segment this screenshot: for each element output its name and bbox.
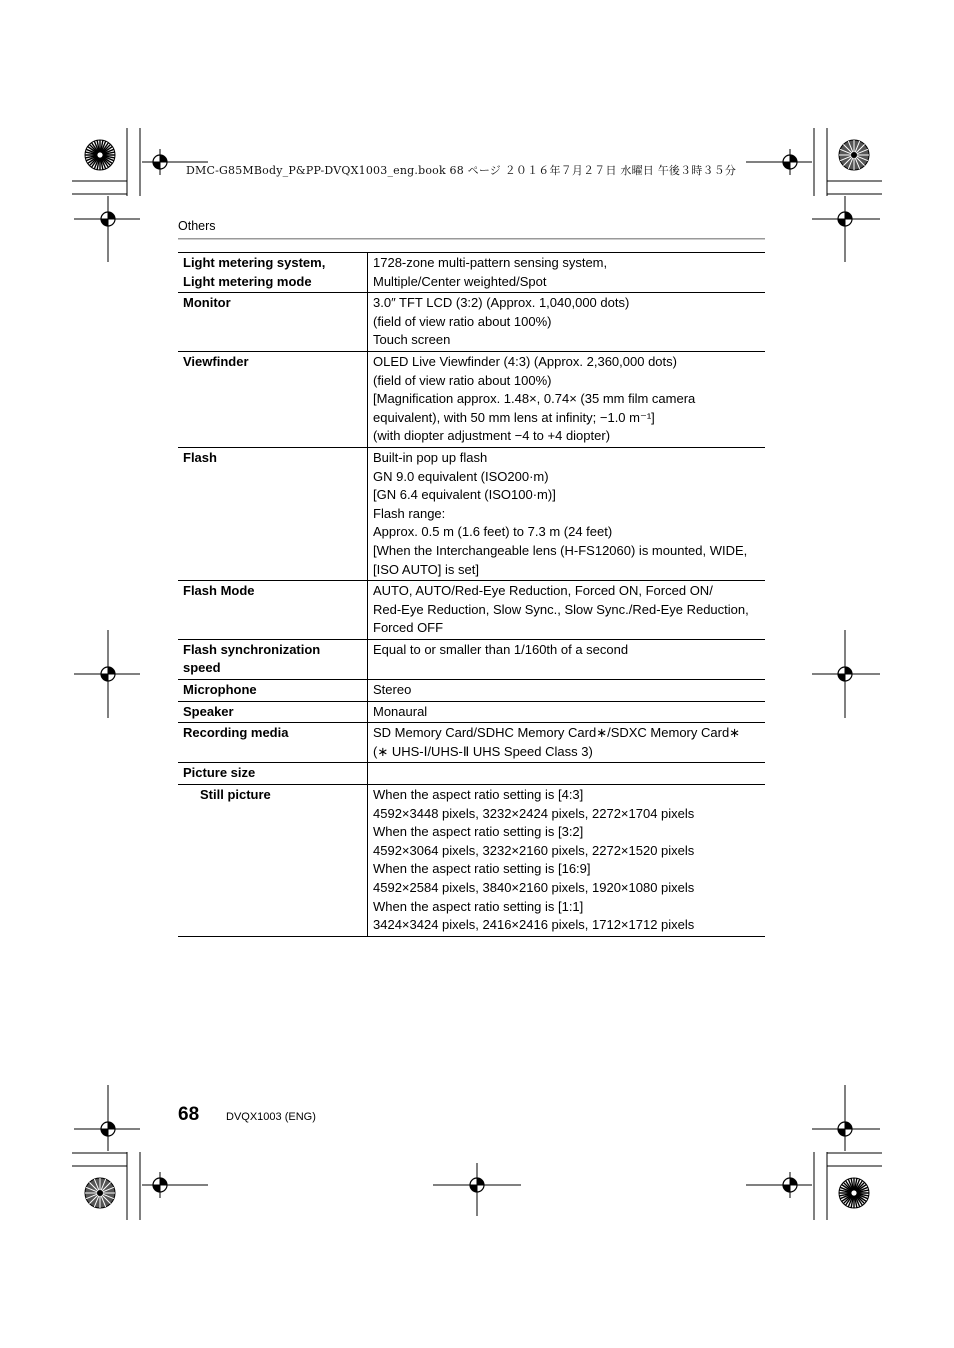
text-line: (with diopter adjustment −4 to +4 diopter) — [373, 428, 611, 444]
spec-label — [178, 639, 368, 679]
spec-value — [368, 639, 766, 679]
text-line: Light metering system, — [183, 255, 326, 270]
spec-value — [368, 351, 766, 447]
text-line: Stereo — [373, 682, 412, 698]
text-line: speed — [183, 660, 221, 676]
table-row — [178, 351, 765, 447]
spec-value — [368, 785, 766, 937]
spec-label — [178, 293, 368, 352]
section-title: Others — [178, 219, 216, 233]
text-line: Approx. 0.5 m (1.6 feet) to 7.3 m (24 feet) — [373, 524, 613, 540]
spec-label — [178, 701, 368, 723]
text-line: When the aspect ratio setting is [1:1] — [373, 898, 584, 914]
spec-value — [368, 293, 766, 352]
text-line: Picture size — [183, 765, 256, 781]
text-line: AUTO, AUTO/Red-Eye Reduction, Forced ON, Forced ON/ — [373, 583, 713, 599]
spec-table — [178, 252, 765, 937]
text-line: GN 9.0 equivalent (ISO200·m) — [373, 468, 549, 484]
table-row — [178, 447, 765, 580]
text-line: equivalent), with 50 mm lens at infinity; −1.0 m⁻¹] — [373, 409, 655, 425]
text-line: Monitor — [183, 295, 231, 311]
text-line: Flash Mode — [183, 583, 255, 599]
text-line: OLED Live Viewfinder (4:3) (Approx. 2,360,000 dots) — [373, 353, 677, 369]
spec-value — [368, 581, 766, 640]
text-line: (field of view ratio about 100%) — [373, 313, 552, 329]
spec-label — [178, 763, 368, 785]
text-line: [ISO AUTO] is set] — [373, 561, 479, 577]
text-line: SD Memory Card/SDHC Memory Card∗/SDXC Memory Card∗ — [373, 725, 741, 741]
text-line: (∗ UHS-Ⅰ/UHS-Ⅱ UHS Speed Class 3) — [373, 743, 593, 759]
print-slug: DMC-G85MBody_P&PP-DVQX1003_eng.book 68 ページ ２０１６年７月２７日 水曜日 午後３時３５分 — [186, 164, 737, 177]
text-line: Flash range: — [373, 505, 446, 521]
spec-label — [178, 785, 368, 937]
text-line: (field of view ratio about 100%) — [373, 372, 552, 388]
spec-value — [368, 763, 766, 785]
spec-label — [178, 680, 368, 702]
spec-label — [178, 351, 368, 447]
table-row — [178, 723, 765, 763]
text-line: When the aspect ratio setting is [3:2] — [373, 824, 584, 840]
spec-label — [178, 447, 368, 580]
text-line: Still picture — [200, 787, 271, 803]
text-line: 1728-zone multi-pattern sensing system, — [373, 255, 608, 270]
text-line: [GN 6.4 equivalent (ISO100·m)] — [373, 487, 556, 503]
page-number: 68 — [178, 1104, 200, 1125]
table-row — [178, 253, 765, 293]
text-line: [Magnification approx. 1.48×, 0.74× (35 mm film camera — [373, 391, 696, 407]
text-line: Monaural — [373, 703, 428, 719]
text-line: 3.0″ TFT LCD (3:2) (Approx. 1,040,000 dots) — [373, 295, 630, 311]
text-line: Built-in pop up flash — [373, 449, 488, 465]
table-row — [178, 680, 765, 702]
table-row — [178, 701, 765, 723]
spec-value — [368, 447, 766, 580]
text-line: Multiple/Center weighted/Spot — [373, 273, 547, 289]
spec-label — [178, 581, 368, 640]
text-line: 3424×3424 pixels, 2416×2416 pixels, 1712×1712 pixels — [373, 917, 695, 933]
text-line: Touch screen — [373, 332, 451, 348]
text-line: Microphone — [183, 682, 257, 698]
table-row — [178, 581, 765, 640]
text-line: Forced OFF — [373, 620, 444, 636]
text-line: Equal to or smaller than 1/160th of a second — [373, 641, 629, 657]
text-line: Flash — [183, 449, 217, 465]
text-line: Viewfinder — [183, 353, 249, 369]
text-line: When the aspect ratio setting is [16:9] — [373, 861, 591, 877]
text-line: [When the Interchangeable lens (H-FS12060) is mounted, WIDE, — [373, 542, 748, 558]
text-line: Recording media — [183, 725, 289, 741]
text-line: Light metering mode — [183, 273, 312, 289]
section-divider — [178, 238, 765, 240]
spec-value — [368, 253, 766, 293]
text-line: Speaker — [183, 703, 234, 719]
spec-value — [368, 723, 766, 763]
spec-label — [178, 723, 368, 763]
spec-value — [368, 680, 766, 702]
table-row — [178, 763, 765, 785]
text-line: 4592×3448 pixels, 3232×2424 pixels, 2272×1704 pixels — [373, 805, 695, 821]
text-line: Red-Eye Reduction, Slow Sync., Slow Sync./Red-Eye Reduction, — [373, 601, 749, 617]
text-line: 4592×2584 pixels, 3840×2160 pixels, 1920×1080 pixels — [373, 880, 695, 895]
table-row — [178, 639, 765, 679]
doc-code: DVQX1003 (ENG) — [226, 1111, 316, 1123]
text-line: Flash synchronization — [183, 641, 321, 657]
table-row — [178, 785, 765, 937]
text-line: 4592×3064 pixels, 3232×2160 pixels, 2272×1520 pixels — [373, 842, 695, 858]
spec-label — [178, 253, 368, 293]
text-line: When the aspect ratio setting is [4:3] — [373, 787, 584, 803]
spec-value — [368, 701, 766, 723]
table-row — [178, 293, 765, 352]
